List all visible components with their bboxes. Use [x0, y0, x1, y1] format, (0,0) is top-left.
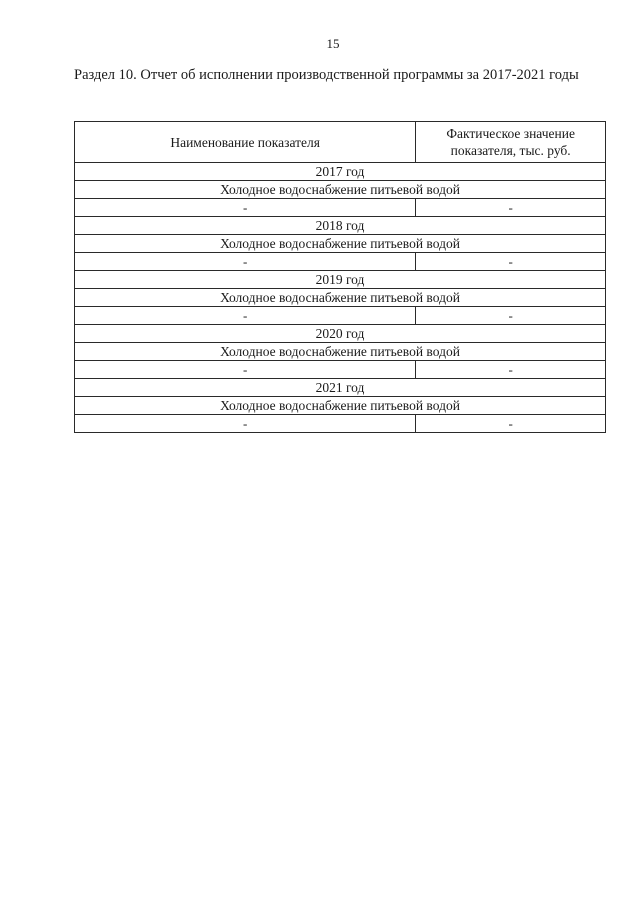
service-row-2019	[75, 289, 606, 307]
indicator-value-cell: -	[416, 307, 606, 325]
year-cell: 2017 год	[75, 163, 606, 181]
year-cell: 2018 год	[75, 217, 606, 235]
indicator-name-cell: -	[75, 307, 416, 325]
table-header-row	[75, 122, 606, 163]
service-row-2020	[75, 343, 606, 361]
service-cell: Холодное водоснабжение питьевой водой	[75, 343, 606, 361]
year-row-2020	[75, 325, 606, 343]
service-cell: Холодное водоснабжение питьевой водой	[75, 397, 606, 415]
indicator-name-cell: -	[75, 199, 416, 217]
indicator-name-cell: -	[75, 361, 416, 379]
year-row-2017	[75, 163, 606, 181]
indicator-name-cell: -	[75, 253, 416, 271]
indicator-value-cell: -	[416, 415, 606, 433]
service-row-2021	[75, 397, 606, 415]
header-value-label-line2: показателя, тыс. руб.	[450, 143, 571, 158]
year-row-2021	[75, 379, 606, 397]
indicator-name-cell: -	[75, 415, 416, 433]
report-table	[74, 121, 606, 433]
service-cell: Холодное водоснабжение питьевой водой	[75, 289, 606, 307]
header-name-cell	[75, 122, 416, 163]
service-row-2017	[75, 181, 606, 199]
header-value-cell	[416, 122, 606, 163]
value-row-2019	[75, 307, 606, 325]
value-row-2020	[75, 361, 606, 379]
year-cell: 2019 год	[75, 271, 606, 289]
year-row-2018	[75, 217, 606, 235]
service-cell: Холодное водоснабжение питьевой водой	[75, 181, 606, 199]
service-row-2018	[75, 235, 606, 253]
header-value-label-line1: Фактическое значение	[446, 126, 575, 141]
value-row-2021	[75, 415, 606, 433]
year-cell: 2021 год	[75, 379, 606, 397]
indicator-value-cell: -	[416, 253, 606, 271]
year-row-2019	[75, 271, 606, 289]
page-number: 15	[326, 36, 340, 51]
section-title: Раздел 10. Отчет об исполнении производственной программы за 2017-2021 годы	[74, 67, 579, 83]
header-name-label: Наименование показателя	[170, 134, 320, 150]
indicator-value-cell: -	[416, 361, 606, 379]
value-row-2018	[75, 253, 606, 271]
year-cell: 2020 год	[75, 325, 606, 343]
service-cell: Холодное водоснабжение питьевой водой	[75, 235, 606, 253]
value-row-2017	[75, 199, 606, 217]
indicator-value-cell: -	[416, 199, 606, 217]
